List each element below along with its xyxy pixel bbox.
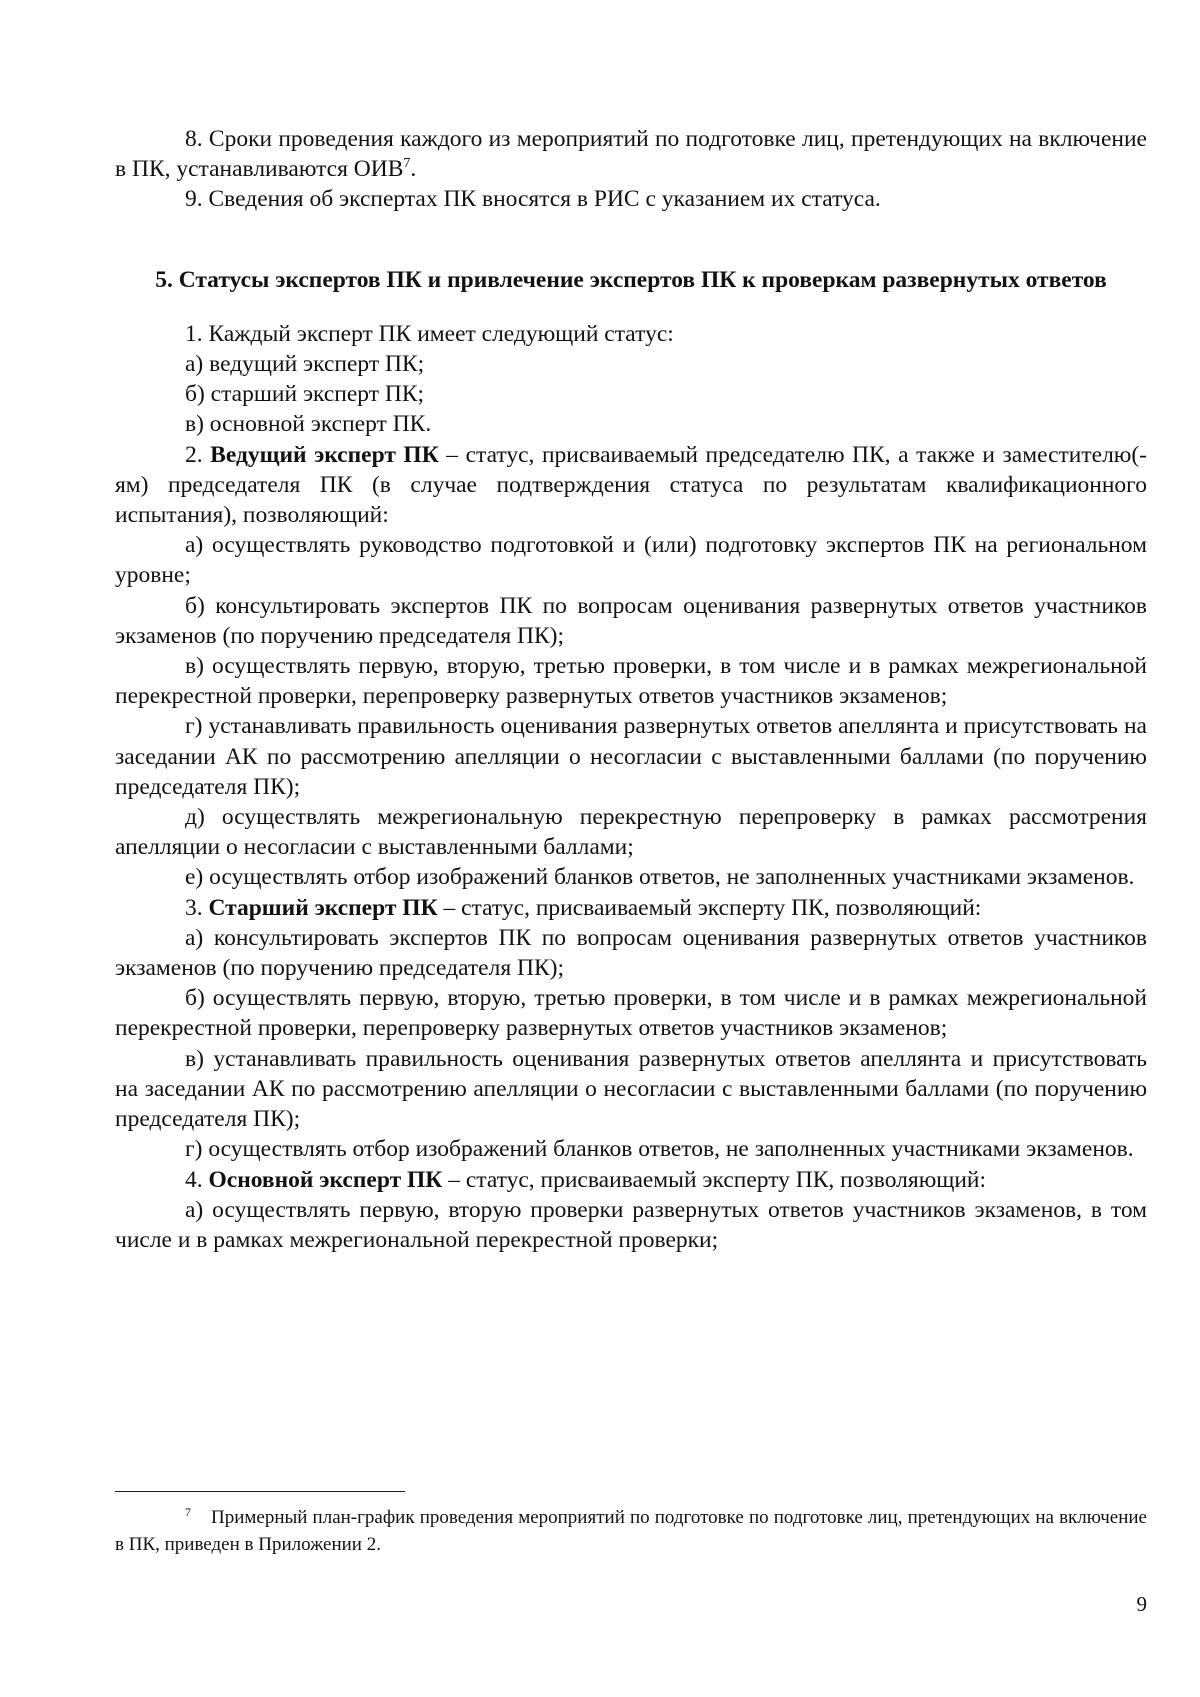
list-item-2d: г) устанавливать правильность оценивания развернутых ответов апеллянта и присутствовать на заседании АК по рассмотрению апелляции о несогласии с выставленными баллами (по поручению председателя ПК); [115,713,1147,800]
list-item-2e: д) осуществлять межрегиональную перекрестную перепроверку в рамках рассмотрения апелляции о несогласии с выставленными баллами; [115,804,1147,861]
page-number: 9 [1136,1592,1147,1616]
paragraph-item-9: 9. Сведения об экспертах ПК вносятся в РИС с указанием их статуса. [185,186,881,213]
section-heading: 5. Статусы экспертов ПК и привлечение экспертов ПК к проверкам развернутых ответов [155,266,1107,293]
paragraph-text: – статус, присваиваемый эксперту ПК, позволяющий: [437,894,982,921]
paragraph-item-8 [115,124,1147,184]
paragraph-3 [115,893,1147,923]
list-item-2c: в) осуществлять первую, вторую, третью проверки, в том числе и в рамках межрегиональной перекрестной проверки, перепроверку развернутых ответов участников экзаменов; [115,653,1147,710]
list-item-3d: г) осуществлять отбор изображений бланков ответов, не заполненных участниками экзаменов. [185,1136,1134,1163]
footnote-text: Примерный план-график проведения мероприятий по подготовке по подготовке лиц, претендующих на включение в ПК, приведен в Приложении 2. [115,1507,1147,1555]
list-item-2b: б) консультировать экспертов ПК по вопросам оценивания развернутых ответов участников экзаменов (по поручению председателя ПК); [115,592,1147,649]
paragraph-number: 4. [185,1166,209,1193]
paragraph-text: 8. Сроки проведения каждого из мероприятий по подготовке лиц, претендующих на включение в ПК, устанавливаются ОИВ [115,126,1147,183]
list-item-1a: а) ведущий эксперт ПК; [185,351,425,378]
term-basic-expert: Основной эксперт ПК [208,1166,443,1193]
footnote [115,1504,1147,1558]
paragraph-text: – статус, присваиваемый председателю ПК, а также и заместителю(-ям) председателя ПК (в случае подтверждения статуса по результатам квалификационного испытания), позволяющий: [115,441,1147,529]
term-senior-expert: Старший эксперт ПК [208,894,438,921]
list-item-3c: в) устанавливать правильность оценивания развернутых ответов апеллянта и присутствовать на заседании АК по рассмотрению апелляции о несогласии с выставленными баллами (по поручению председателя ПК); [115,1045,1147,1133]
term-lead-expert: Ведущий эксперт ПК [210,441,439,468]
document-body [115,124,1147,1255]
list-item-1c: в) основной эксперт ПК. [185,411,432,438]
paragraph-1: 1. Каждый эксперт ПК имеет следующий статус: [185,320,674,347]
list-item-1b: б) старший эксперт ПК; [185,381,425,408]
list-item-3a: а) консультировать экспертов ПК по вопросам оценивания развернутых ответов участников экзаменов (по поручению председателя ПК); [115,924,1147,982]
paragraph-number: 2. [185,441,211,468]
paragraph-text: – статус, присваиваемый эксперту ПК, позволяющий: [442,1166,987,1193]
list-item-3b: б) осуществлять первую, вторую, третью проверки, в том числе и в рамках межрегиональной перекрестной проверки, перепроверку развернутых ответов участников экзаменов; [115,985,1147,1042]
list-item-2a: а) осуществлять руководство подготовкой и (или) подготовку экспертов ПК на региональном уровне; [115,532,1147,589]
footnote-marker: 7 [185,1504,191,1519]
paragraph-4 [115,1165,1147,1195]
footnote-reference: 7 [403,156,411,172]
paragraph-number: 3. [185,894,209,921]
paragraph-text-end: . [410,156,417,183]
footnote-separator [115,1491,405,1492]
paragraph-2 [115,440,1147,531]
list-item-4a: а) осуществлять первую, вторую проверки развернутых ответов участников экзаменов, в том числе и в рамках межрегиональной перекрестной проверки; [115,1196,1147,1253]
list-item-2f: е) осуществлять отбор изображений бланков ответов, не заполненных участниками экзаменов. [185,864,1135,891]
